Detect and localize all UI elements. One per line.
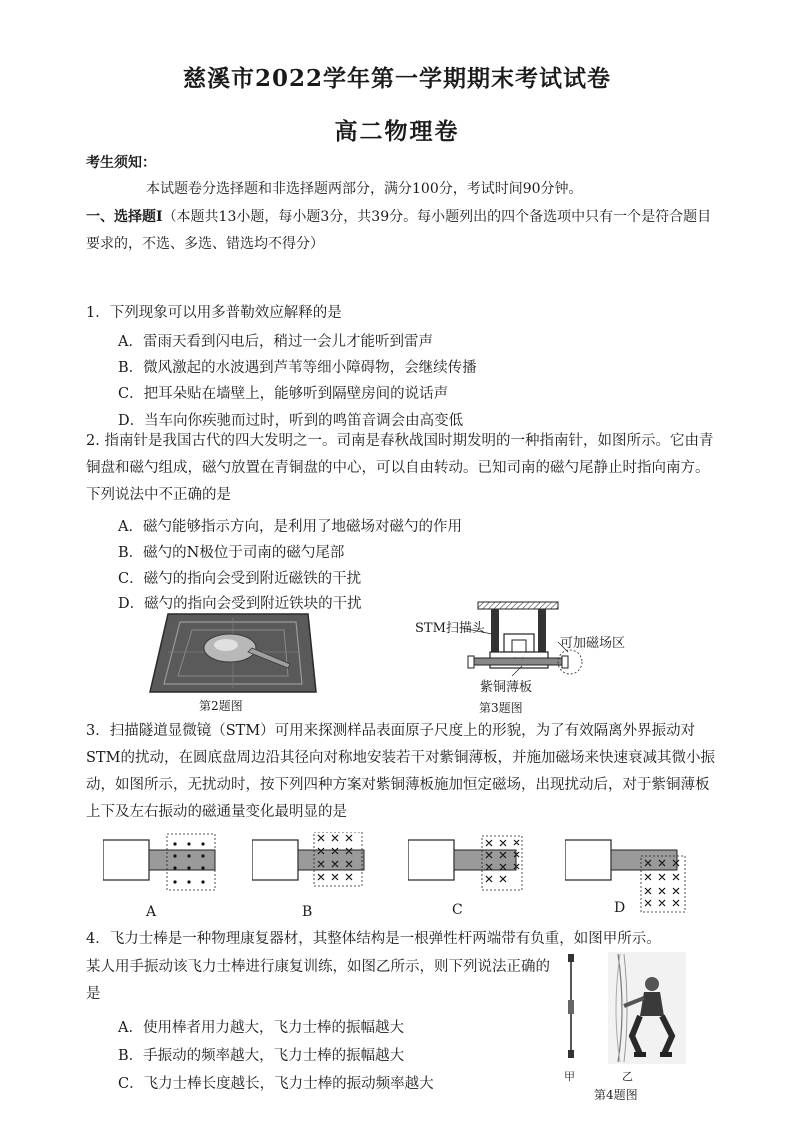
question-3-label-d: D (614, 900, 626, 916)
question-2-option-d: D．磁勺的指向会受到附近铁块的干扰 (118, 596, 362, 612)
question-1-option-d: D．当车向你疾驰而过时，听到的鸣笛音调会由高变低 (118, 413, 464, 429)
question-4-option-a: A．使用棒者用力越大，飞力士棒的振幅越大 (118, 1020, 404, 1036)
question-1-stem: 1．下列现象可以用多普勒效应解释的是 (86, 305, 342, 321)
figure-4-flexibar-image (560, 950, 690, 1068)
question-3-figure-a (103, 832, 223, 898)
figure-3-plate-label: 紫铜薄板 (480, 680, 533, 695)
question-2-option-b: B．磁勺的N极位于司南的磁勺尾部 (118, 545, 345, 561)
figure-2-caption: 第2题图 (199, 699, 243, 713)
question-4-stem-line1: 4．飞力士棒是一种物理康复器材，其整体结构是一根弹性杆两端带有负重，如图甲所示。 (86, 931, 661, 947)
question-3-label-a: A (146, 904, 157, 920)
question-3-figure-c (408, 832, 528, 898)
figure-4-label-jia: 甲 (564, 1070, 575, 1083)
question-3-label-c: C (452, 902, 463, 918)
question-3-stem: 3．扫描隧道显微镜（STM）可用来探测样品表面原子尺度上的形貌，为了有效隔离外界振动对STM的扰动，在圆底盘周边沿其径向对称地安装若干对紫铜薄板，并施加磁场来快速衰减其微小振动，如图所示，无扰动时，按下列四种方案对紫铜薄板施加恒定磁场，出现扰动后，对于紫铜薄板上下及左右振动的磁通量变化最明显的是 (86, 723, 715, 820)
question-4-option-c: C．飞力士棒长度越长，飞力士棒的振动频率越大 (118, 1076, 434, 1092)
question-3-figure-d (565, 832, 689, 914)
figure-3-caption: 第3题图 (479, 701, 523, 715)
question-4-option-b: B．手振动的频率越大，飞力士棒的振幅越大 (118, 1048, 405, 1064)
figure-3-stm-label: STM扫描头 (415, 621, 485, 636)
figure-4-label-yi: 乙 (622, 1070, 633, 1083)
question-1-option-b: B．微风激起的水波遇到芦苇等细小障碍物，会继续传播 (118, 360, 477, 376)
figure-3-field-label: 可加磁场区 (560, 636, 626, 651)
notice-heading: 考生须知： (86, 155, 156, 171)
question-2-option-c: C．磁勺的指向会受到附近磁铁的干扰 (118, 571, 362, 587)
section-label: 一、选择题Ⅰ (86, 209, 163, 225)
question-2-stem: 2. 指南针是我国古代的四大发明之一。司南是春秋战国时期发明的一种指南针，如图所示。它由青铜盘和磁勺组成，磁勺放置在青铜盘的中心，可以自由转动。已知司南的磁勺尾静止时指向南方。下列说法中不正确的是 (86, 433, 714, 503)
question-1-option-c: C．把耳朵贴在墙壁上，能够听到隔壁房间的说话声 (118, 386, 449, 402)
figure-4-caption: 第4题图 (594, 1088, 638, 1102)
question-4-stem-line2: 某人用手振动该飞力士棒进行康复训练，如图乙所示，则下列说法正确的是 (86, 959, 550, 1002)
question-2-option-a: A．磁勺能够指示方向，是利用了地磁场对磁勺的作用 (118, 519, 462, 535)
question-3-figure-b (252, 832, 372, 898)
notice-text: 本试题卷分选择题和非选择题两部分，满分100分，考试时间90分钟。 (146, 181, 583, 197)
section-header (86, 204, 716, 258)
exam-subtitle: 高二物理卷 (334, 118, 460, 145)
question-1-option-a: A．雷雨天看到闪电后，稍过一会儿才能听到雷声 (118, 334, 433, 350)
section-instructions: （本题共13小题，每小题3分，共39分。每小题列出的四个备选项中只有一个是符合题目要求的，不选、多选、错选均不得分） (86, 209, 712, 252)
question-3-label-b: B (302, 904, 313, 920)
exam-title: 慈溪市2022学年第一学期期末考试试卷 (182, 65, 611, 92)
figure-2-sinan-image (148, 612, 318, 694)
